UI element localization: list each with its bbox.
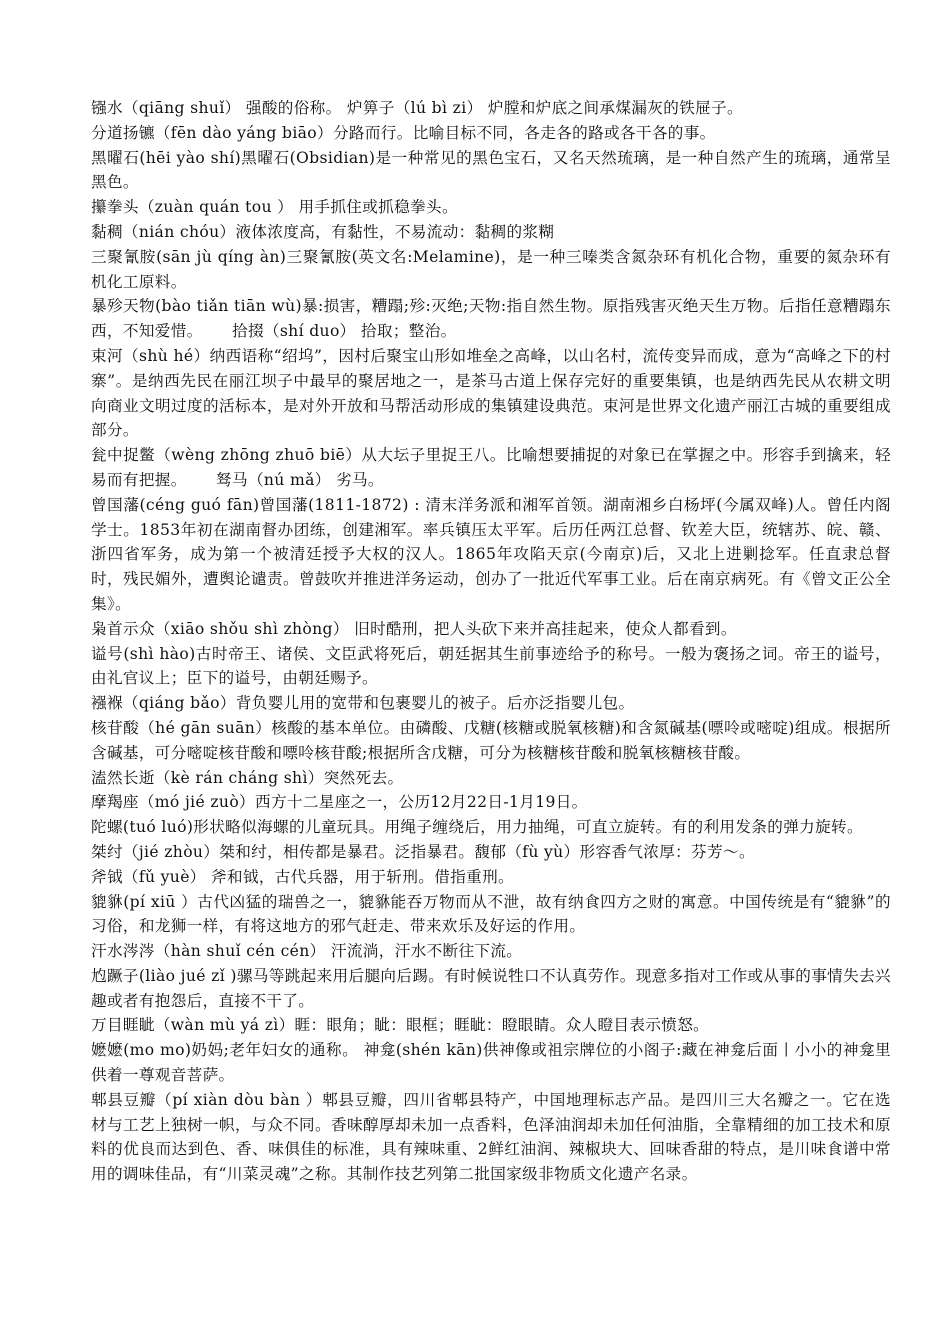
entry-xiaoshoushizhong: 枭首示众（xiāo shǒu shì zhòng） 旧时酷刑，把人头砍下来并高挂起来，使众人都看到。: [91, 619, 737, 638]
entry-fuyue: 斧钺（fǔ yuè） 斧和钺，古代兵器，用于斩刑。借指重刑。: [91, 867, 514, 886]
entry-shuhe: 束河（shù hé）纳西语称“绍坞”，因村后聚宝山形如堆垒之高峰，以山名村，流传变异而成，意为“高峰之下的村寨”。是纳西先民在丽江坝子中最早的聚居地之一，是茶马古道上保存完好的重要集镇，也是纳西先民从农耕文明向商业文明过度的活标本，是对外开放和马帮活动形成的集镇建设典范。束河是世界文化遗产丽江古城的重要组成部分。: [91, 346, 891, 440]
entry-hanshuicencen: 汗水涔涔（hàn shuǐ cén cén） 汗流淌，汗水不断往下流。: [91, 942, 523, 961]
entry-qiangbao: 襁褓（qiáng bǎo）背负婴儿用的宽带和包裹婴儿的被子。后亦泛指婴儿包。: [91, 694, 635, 713]
entry-pixiandouban: 郫县豆瓣（pí xiàn dòu bàn ）郫县豆瓣，四川省郫县特产，中国地理标志产品。是四川三大名瓣之一。它在选材与工艺上独树一帜，与众不同。香味醇厚却未加一点香料，色泽油润却未加任何油脂，全靠精细的加工技术和原料的优良而达到色、香、味俱佳的标准，具有辣味重、2鲜红油润、辣椒块大、回味香甜的特点，是川味食谱中常用的调味佳品，有“川菜灵魂”之称。其制作技艺列第二批国家级非物质文化遗产名录。: [91, 1090, 891, 1184]
entry-heganshuan: 核苷酸（hé gān suān）核酸的基本单位。由磷酸、戊糖(核糖或脱氧核糖)和含氮碱基(嘌呤或嘧啶)组成。根据所含碱基，可分嘧啶核苷酸和嘌呤核苷酸;根据所含戊糖，可分为核糖核苷酸和脱氧核糖核苷酸。: [91, 718, 891, 762]
entry-wengzhongzhuobie: 瓮中捉鳖（wèng zhōng zhuō biē）从大坛子里捉王八。比喻想要捕捉的对象已在掌握之中。形容手到擒来，轻易而有把握。 驽马（nú mǎ） 劣马。: [91, 446, 891, 489]
entry-wanmuyazi: 万目睚眦（wàn mù yá zì）睚：眼角；眦：眼框；睚眦：瞪眼睛。众人瞪目表示愤怒。: [91, 1016, 710, 1035]
entry-tuoluo: 陀螺(tuó luó)形状略似海螺的儿童玩具。用绳子缠绕后，用力抽绳，可直立旋转。有的利用发条的弹力旋转。: [91, 818, 863, 837]
entry-keranchangshi: 溘然长逝（kè rán cháng shì）突然死去。: [91, 768, 404, 787]
entry-pixiu: 貔貅(pí xiū ）古代凶猛的瑞兽之一，貔貅能吞万物而从不泄，故有纳食四方之财的寓意。中国传统是有“貔貅”的习俗，和龙狮一样，有将这地方的邪气赶走、带来欢乐及好运的作用。: [91, 892, 891, 936]
entry-zengguofan: 曾国藩(céng guó fān)曾国藩(1811-1872) : 清末洋务派和湘军首领。湖南湘乡白杨坪(今属双峰)人。曾任内阁学士。1853年初在湖南督办团练，创建湘军。率兵镇压太平军。后历任两江总督、钦差大臣，统辖苏、皖、赣、浙四省军务，成为第一个被清廷授予大权的汉人。1865年攻陷天京(今南京)后，又北上进剿捻军。任直隶总督时，残民媚外，遭舆论谴责。曾鼓吹并推进洋务运动，创办了一批近代军事工业。后在南京病死。有《曾文正公全集》。: [91, 495, 891, 613]
entry-qiangshui: 镪水（qiāng shuǐ） 强酸的俗称。 炉箅子（lú bì zi） 炉膛和炉底之间承煤漏灰的铁屉子。: [91, 99, 743, 117]
entry-mojiezuo: 摩羯座（mó jié zuò）西方十二星座之一，公历12月22日-1月19日。: [91, 793, 588, 812]
entry-zuanquantou: 攥拳头（zuàn quán tou ） 用手抓住或抓稳拳头。: [91, 198, 458, 217]
entry-liaojuezi: 尥蹶子(liào jué zǐ )骡马等跳起来用后腿向后踢。有时候说牲口不认真劳作。现意多指对工作或从事的事情失去兴趣或者有抱怨后，直接不干了。: [91, 966, 891, 1010]
entry-shihao: 谥号(shì hào)古时帝王、诸侯、文臣武将死后，朝廷据其生前事迹给予的称号。一般为褒扬之词。帝王的谥号，由礼官议上；臣下的谥号，由朝廷赐予。: [91, 644, 891, 688]
entry-heiyaoshi: 黑曜石(hēi yào shí)黑曜石(Obsidian)是一种常见的黑色宝石，又名天然琉璃，是一种自然产生的琉璃，通常呈黑色。: [91, 148, 891, 192]
entry-momo: 嬷嬷(mo mo)奶妈;老年妇女的通称。 神龛(shén kān)供神像或祖宗牌位的小阁子:藏在神龛后面丨小小的神龛里供着一尊观音菩萨。: [91, 1041, 891, 1085]
entry-baotiantianwu: 暴殄天物(bào tiǎn tiān wù)暴:损害，糟蹋;殄:灭绝;天物:指自然生物。原指残害灭绝天生万物。后指任意糟蹋东西，不知爱惜。 拾掇（shí duo） 拾取；整治。: [91, 297, 891, 341]
entry-fendaoyangbiao: 分道扬镳（fēn dào yáng biāo）分路而行。比喻目标不同，各走各的路或各干各的事。: [91, 123, 716, 142]
entry-nianchou: 黏稠（nián chóu）液体浓度高，有黏性，不易流动：黏稠的浆糊: [91, 222, 555, 241]
document-body: [91, 96, 891, 1187]
entry-sanjuqingan: 三聚氰胺(sān jù qíng àn)三聚氰胺(英文名:Melamine)，是一种三嗪类含氮杂环有机化合物，重要的氮杂环有机化工原料。: [91, 247, 891, 291]
entry-jiezhou: 桀纣（jié zhòu）桀和纣，相传都是暴君。泛指暴君。馥郁（fù yù）形容香气浓厚：芬芳～。: [91, 842, 755, 861]
